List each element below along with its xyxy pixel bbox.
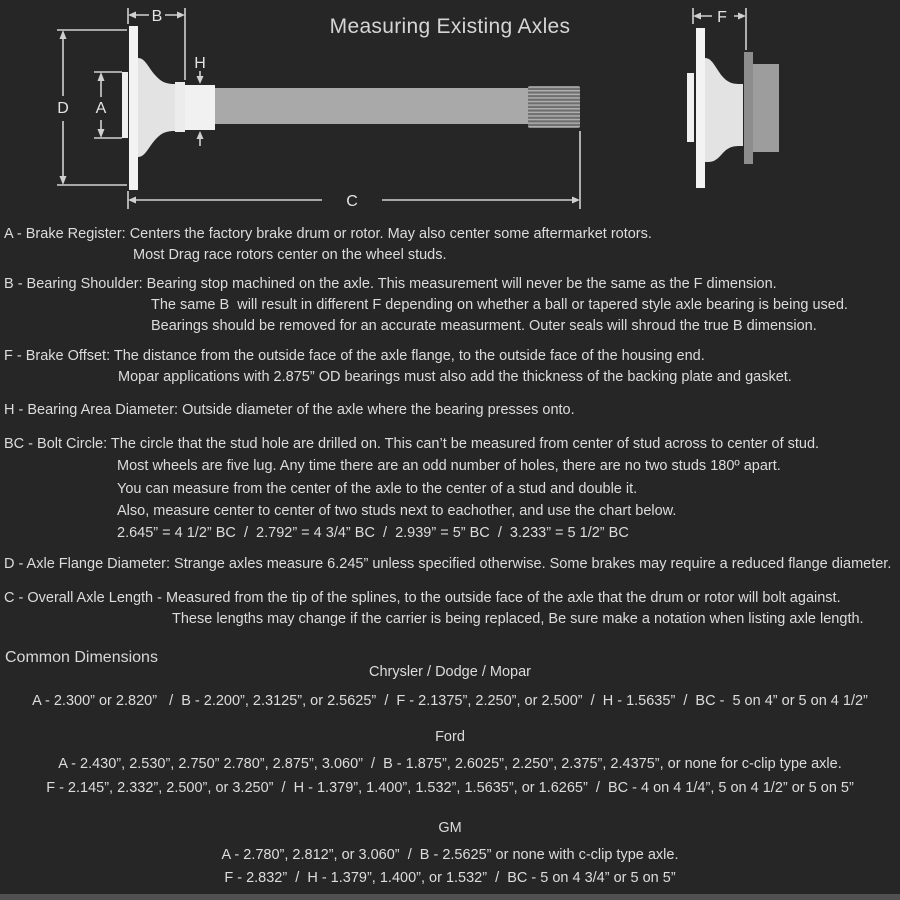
definition-line: Most Drag race rotors center on the wheel studs. [133,247,447,263]
group-values-chrysler: A - 2.300” or 2.820” / B - 2.200”, 2.3125”, or 2.5625” / F - 2.1375”, 2.250”, or 2.500” / H - 1.5635” / BC - 5 on 4” or 5 on 4 1/2” [32,693,868,709]
definition-section-c [0,588,900,630]
page-title: Measuring Existing Axles [329,15,571,38]
group-name-ford: Ford [435,729,465,745]
brake-register [122,72,128,138]
brake-register-2 [687,73,694,142]
definition-line: F - Brake Offset: The distance from the outside face of the axle flange, to the outside face of the housing end. [4,348,705,364]
definition-line: You can measure from the center of the axle to the center of a stud and double it. [117,480,638,497]
group-values-gm: F - 2.832” / H - 1.379”, 1.400”, or 1.532” / BC - 5 on 4 3/4” or 5 on 5” [224,870,676,886]
dimension-h-label: H [194,55,206,72]
definition-line: H - Bearing Area Diameter: Outside diameter of the axle where the bearing presses onto. [4,402,575,418]
bearing-area [185,85,215,130]
definition-line: Mopar applications with 2.875” OD bearings must also add the thickness of the backing plate and gasket. [118,369,792,385]
common-dimensions-heading: Common Dimensions [5,649,158,666]
group-name-gm: GM [438,820,462,836]
axle-spline [528,86,580,128]
dimension-c-label: C [346,193,358,210]
definition-line: Bearings should be removed for an accurate measurment. Outer seals will shroud the true B dimension. [151,318,817,334]
definition-line: B - Bearing Shoulder: Bearing stop machined on the axle. This measurement will never be the same as the F dimension. [4,276,777,292]
definition-line: D - Axle Flange Diameter: Strange axles measure 6.245” unless specified otherwise. Some brakes may require a reduced flange diameter. [4,556,892,572]
definition-line: Also, measure center to center of two studs next to eachother, and use the chart below. [117,502,677,519]
axle-flange-2 [696,28,705,188]
dimension-b-label: B [151,8,163,25]
dimension-c [128,131,580,210]
group-values-gm: A - 2.780”, 2.812”, or 3.060” / B - 2.5625” or none with c-clip type axle. [221,847,679,863]
definition-line: A - Brake Register: Centers the factory brake drum or rotor. May also center some aftermarket rotors. [4,226,652,242]
definition-line: The same B will result in different F depending on whether a ball or tapered style axle bearing is being used. [151,297,848,313]
definition-section-f [0,346,900,388]
seal-plate [744,52,753,164]
definition-section-h [0,400,900,421]
definition-section-a [0,224,900,266]
dimension-a-label: A [95,100,107,117]
definition-section-bc [0,433,900,544]
dimension-d-label: D [57,100,69,117]
axle-bell-2 [705,58,743,162]
dimension-d [57,30,127,185]
definition-line: BC - Bolt Circle: The circle that the stud hole are drilled on. This can’t be measured from center of stud across to center of stud. [4,436,820,452]
definition-section-b [0,274,900,337]
definition-section-d [0,554,900,575]
bolt-circle-chart: 2.645” = 4 1/2” BC / 2.792” = 4 3/4” BC / 2.939” = 5” BC / 3.233” = 5 1/2” BC [117,525,629,542]
definition-line: Most wheels are five lug. Any time there are an odd number of holes, there are no two studs 180º apart. [117,458,781,475]
definition-line: These lengths may change if the carrier is being replaced, Be sure make a notation when listing axle length. [172,611,864,627]
definition-line: C - Overall Axle Length - Measured from the tip of the splines, to the outside face of the axle that the drum or rotor will bolt against. [4,590,841,606]
group-values-ford: A - 2.430”, 2.530”, 2.750” 2.780”, 2.875”, 3.060” / B - 1.875”, 2.6025”, 2.250”, 2.375”, 2.4375”, or none for c-clip type axle. [58,756,842,772]
bottom-edge-divider [0,894,900,900]
housing-end [753,64,779,152]
group-name-chrysler: Chrysler / Dodge / Mopar [369,664,531,680]
axle-bell [138,58,176,157]
bearing-shoulder [175,82,185,132]
dimension-a [94,72,122,138]
axle-flange [129,26,138,190]
group-values-ford: F - 2.145”, 2.332”, 2.500”, or 3.250” / H - 1.379”, 1.400”, 1.532”, 1.5635”, or 1.6265” / BC - 4 on 4 1/4”, 5 on 4 1/2” or 5 on 5” [46,780,854,796]
dimension-f-label: F [717,9,727,26]
axle-shaft [215,88,531,124]
